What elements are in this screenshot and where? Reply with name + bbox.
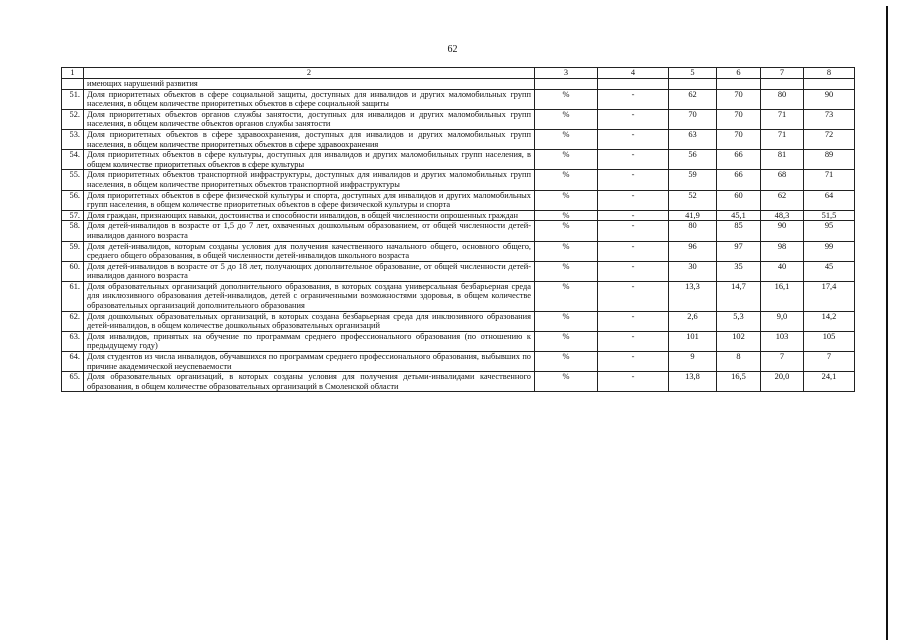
- value-col-5: 13,8: [669, 372, 717, 392]
- value-col-7: 20,0: [761, 372, 804, 392]
- indicator-description: Доля детей-инвалидов в возрасте от 1,5 до 7 лет, охваченных дошкольным образованием, от общей численности детей-инвалидов данного возраста: [84, 221, 535, 241]
- unit-cell: %: [535, 311, 598, 331]
- row-number: 65.: [62, 372, 84, 392]
- base-value-cell: -: [598, 352, 669, 372]
- indicator-description: Доля приоритетных объектов в сфере здравоохранения, доступных для инвалидов и других маломобильных групп населения, в общем количестве приоритетных объектов в сфере здравоохранения: [84, 129, 535, 149]
- empty-cell: [598, 79, 669, 90]
- value-col-8: 99: [804, 241, 855, 261]
- row-number: 52.: [62, 109, 84, 129]
- value-col-6: 66: [717, 170, 761, 190]
- value-col-6: 60: [717, 190, 761, 210]
- row-number: 63.: [62, 331, 84, 351]
- indicator-description: Доля детей-инвалидов, которым созданы условия для получения качественного начального общего, основного общего, среднего общего образования, в общей численности детей-инвалидов школьного возраста: [84, 241, 535, 261]
- table-row: [62, 210, 855, 221]
- table-row: [62, 109, 855, 129]
- base-value-cell: -: [598, 311, 669, 331]
- value-col-5: 63: [669, 129, 717, 149]
- base-value-cell: -: [598, 109, 669, 129]
- value-col-8: 73: [804, 109, 855, 129]
- value-col-5: 13,3: [669, 281, 717, 311]
- value-col-8: 89: [804, 150, 855, 170]
- base-value-cell: -: [598, 210, 669, 221]
- value-col-7: 71: [761, 129, 804, 149]
- header-row: [62, 68, 855, 79]
- unit-cell: %: [535, 241, 598, 261]
- value-col-5: 52: [669, 190, 717, 210]
- indicators-table: [61, 67, 855, 392]
- row-number: 57.: [62, 210, 84, 221]
- value-col-7: 103: [761, 331, 804, 351]
- unit-cell: %: [535, 170, 598, 190]
- base-value-cell: -: [598, 89, 669, 109]
- unit-cell: %: [535, 210, 598, 221]
- empty-cell: [717, 79, 761, 90]
- unit-cell: %: [535, 331, 598, 351]
- base-value-cell: -: [598, 221, 669, 241]
- indicator-description: Доля приоритетных объектов в сфере социальной защиты, доступных для инвалидов и других маломобильных групп населения, в общем количестве приоритетных объектов в сфере социальной защиты: [84, 89, 535, 109]
- value-col-7: 40: [761, 261, 804, 281]
- value-col-5: 2,6: [669, 311, 717, 331]
- indicator-description: Доля приоритетных объектов в сфере физической культуры и спорта, доступных для инвалидов и других маломобильных групп населения, в общем количестве приоритетных объектов в сфере физической культуры и спорта: [84, 190, 535, 210]
- page-number: 62: [447, 44, 458, 55]
- value-col-6: 45,1: [717, 210, 761, 221]
- value-col-8: 45: [804, 261, 855, 281]
- indicator-description: Доля инвалидов, принятых на обучение по программам среднего профессионального образования (по отношению к предыдущему году): [84, 331, 535, 351]
- row-number: 62.: [62, 311, 84, 331]
- value-col-7: 16,1: [761, 281, 804, 311]
- row-number: 51.: [62, 89, 84, 109]
- value-col-5: 96: [669, 241, 717, 261]
- value-col-6: 97: [717, 241, 761, 261]
- value-col-5: 70: [669, 109, 717, 129]
- continuation-text: имеющих нарушений развития: [84, 79, 535, 90]
- base-value-cell: -: [598, 331, 669, 351]
- table-row: [62, 170, 855, 190]
- unit-cell: %: [535, 190, 598, 210]
- column-header-1: 1: [62, 68, 84, 79]
- value-col-6: 14,7: [717, 281, 761, 311]
- table-row: [62, 241, 855, 261]
- value-col-6: 5,3: [717, 311, 761, 331]
- unit-cell: %: [535, 129, 598, 149]
- unit-cell: %: [535, 261, 598, 281]
- value-col-5: 9: [669, 352, 717, 372]
- table-row: [62, 129, 855, 149]
- column-header-6: 6: [717, 68, 761, 79]
- indicator-description: Доля приоритетных объектов органов службы занятости, доступных для инвалидов и других маломобильных групп населения, в общем количестве объектов органов службы занятости: [84, 109, 535, 129]
- value-col-6: 70: [717, 89, 761, 109]
- value-col-6: 8: [717, 352, 761, 372]
- value-col-8: 71: [804, 170, 855, 190]
- indicator-description: Доля дошкольных образовательных организаций, в которых создана безбарьерная среда для инклюзивного образования детей-инвалидов, в общем количестве дошкольных образовательных организаций: [84, 311, 535, 331]
- table-header: [62, 68, 855, 79]
- row-number: 60.: [62, 261, 84, 281]
- value-col-8: 95: [804, 221, 855, 241]
- continuation-row: [62, 79, 855, 90]
- value-col-5: 59: [669, 170, 717, 190]
- value-col-6: 102: [717, 331, 761, 351]
- value-col-8: 105: [804, 331, 855, 351]
- table-row: [62, 190, 855, 210]
- value-col-8: 17,4: [804, 281, 855, 311]
- indicator-description: Доля образовательных организаций дополнительного образования, в которых создана универсальная безбарьерная среда для инклюзивного образования детей-инвалидов, детей с ограниченными возможностями здоровья, в общем количестве образовательных организаций дополнительного образования: [84, 281, 535, 311]
- value-col-7: 90: [761, 221, 804, 241]
- value-col-5: 62: [669, 89, 717, 109]
- value-col-8: 14,2: [804, 311, 855, 331]
- table-row: [62, 352, 855, 372]
- column-header-8: 8: [804, 68, 855, 79]
- value-col-8: 72: [804, 129, 855, 149]
- indicator-description: Доля граждан, признающих навыки, достоинства и способности инвалидов, в общей численности опрошенных граждан: [84, 210, 535, 221]
- table-row: [62, 372, 855, 392]
- value-col-6: 85: [717, 221, 761, 241]
- column-header-3: 3: [535, 68, 598, 79]
- indicator-description: Доля приоритетных объектов в сфере культуры, доступных для инвалидов и других маломобильных групп населения, в общем количестве приоритетных объектов в сфере культуры: [84, 150, 535, 170]
- value-col-5: 41,9: [669, 210, 717, 221]
- row-number: 64.: [62, 352, 84, 372]
- value-col-5: 101: [669, 331, 717, 351]
- table-row: [62, 89, 855, 109]
- base-value-cell: -: [598, 150, 669, 170]
- unit-cell: %: [535, 109, 598, 129]
- value-col-6: 35: [717, 261, 761, 281]
- value-col-7: 48,3: [761, 210, 804, 221]
- empty-cell: [535, 79, 598, 90]
- column-header-7: 7: [761, 68, 804, 79]
- column-header-2: 2: [84, 68, 535, 79]
- unit-cell: %: [535, 150, 598, 170]
- value-col-5: 30: [669, 261, 717, 281]
- value-col-8: 7: [804, 352, 855, 372]
- value-col-7: 98: [761, 241, 804, 261]
- indicator-description: Доля приоритетных объектов транспортной инфраструктуры, доступных для инвалидов и других маломобильных групп населения, в общем количестве приоритетных объектов транспортной инфраструктуры: [84, 170, 535, 190]
- value-col-7: 71: [761, 109, 804, 129]
- row-number: 58.: [62, 221, 84, 241]
- unit-cell: %: [535, 89, 598, 109]
- value-col-6: 70: [717, 129, 761, 149]
- table-row: [62, 331, 855, 351]
- value-col-7: 9,0: [761, 311, 804, 331]
- unit-cell: %: [535, 221, 598, 241]
- table-row: [62, 150, 855, 170]
- row-number: 54.: [62, 150, 84, 170]
- empty-cell: [804, 79, 855, 90]
- value-col-7: 62: [761, 190, 804, 210]
- value-col-6: 16,5: [717, 372, 761, 392]
- base-value-cell: -: [598, 372, 669, 392]
- value-col-7: 68: [761, 170, 804, 190]
- value-col-8: 90: [804, 89, 855, 109]
- base-value-cell: -: [598, 190, 669, 210]
- base-value-cell: -: [598, 170, 669, 190]
- base-value-cell: -: [598, 261, 669, 281]
- empty-cell: [669, 79, 717, 90]
- value-col-6: 66: [717, 150, 761, 170]
- value-col-5: 56: [669, 150, 717, 170]
- value-col-5: 80: [669, 221, 717, 241]
- value-col-7: 81: [761, 150, 804, 170]
- row-number: 59.: [62, 241, 84, 261]
- continuation-num-cell: [62, 79, 84, 90]
- table-row: [62, 261, 855, 281]
- table-row: [62, 311, 855, 331]
- table-row: [62, 221, 855, 241]
- base-value-cell: -: [598, 241, 669, 261]
- unit-cell: %: [535, 352, 598, 372]
- value-col-8: 24,1: [804, 372, 855, 392]
- indicator-description: Доля образовательных организаций, в которых созданы условия для получения детьми-инвалидами качественного образования, в общем количестве образовательных организаций в Смоленской области: [84, 372, 535, 392]
- base-value-cell: -: [598, 281, 669, 311]
- empty-cell: [761, 79, 804, 90]
- table-row: [62, 281, 855, 311]
- indicator-description: Доля студентов из числа инвалидов, обучавшихся по программам среднего профессионального образования, выбывших по причине академической неуспеваемости: [84, 352, 535, 372]
- column-header-4: 4: [598, 68, 669, 79]
- table-body: [62, 79, 855, 392]
- value-col-7: 7: [761, 352, 804, 372]
- column-header-5: 5: [669, 68, 717, 79]
- value-col-8: 51,5: [804, 210, 855, 221]
- indicator-description: Доля детей-инвалидов в возрасте от 5 до 18 лет, получающих дополнительное образование, от общей численности детей-инвалидов данного возраста: [84, 261, 535, 281]
- value-col-6: 70: [717, 109, 761, 129]
- base-value-cell: -: [598, 129, 669, 149]
- unit-cell: %: [535, 372, 598, 392]
- row-number: 61.: [62, 281, 84, 311]
- row-number: 56.: [62, 190, 84, 210]
- row-number: 53.: [62, 129, 84, 149]
- unit-cell: %: [535, 281, 598, 311]
- value-col-7: 80: [761, 89, 804, 109]
- page-edge-rule: [886, 6, 888, 640]
- row-number: 55.: [62, 170, 84, 190]
- value-col-8: 64: [804, 190, 855, 210]
